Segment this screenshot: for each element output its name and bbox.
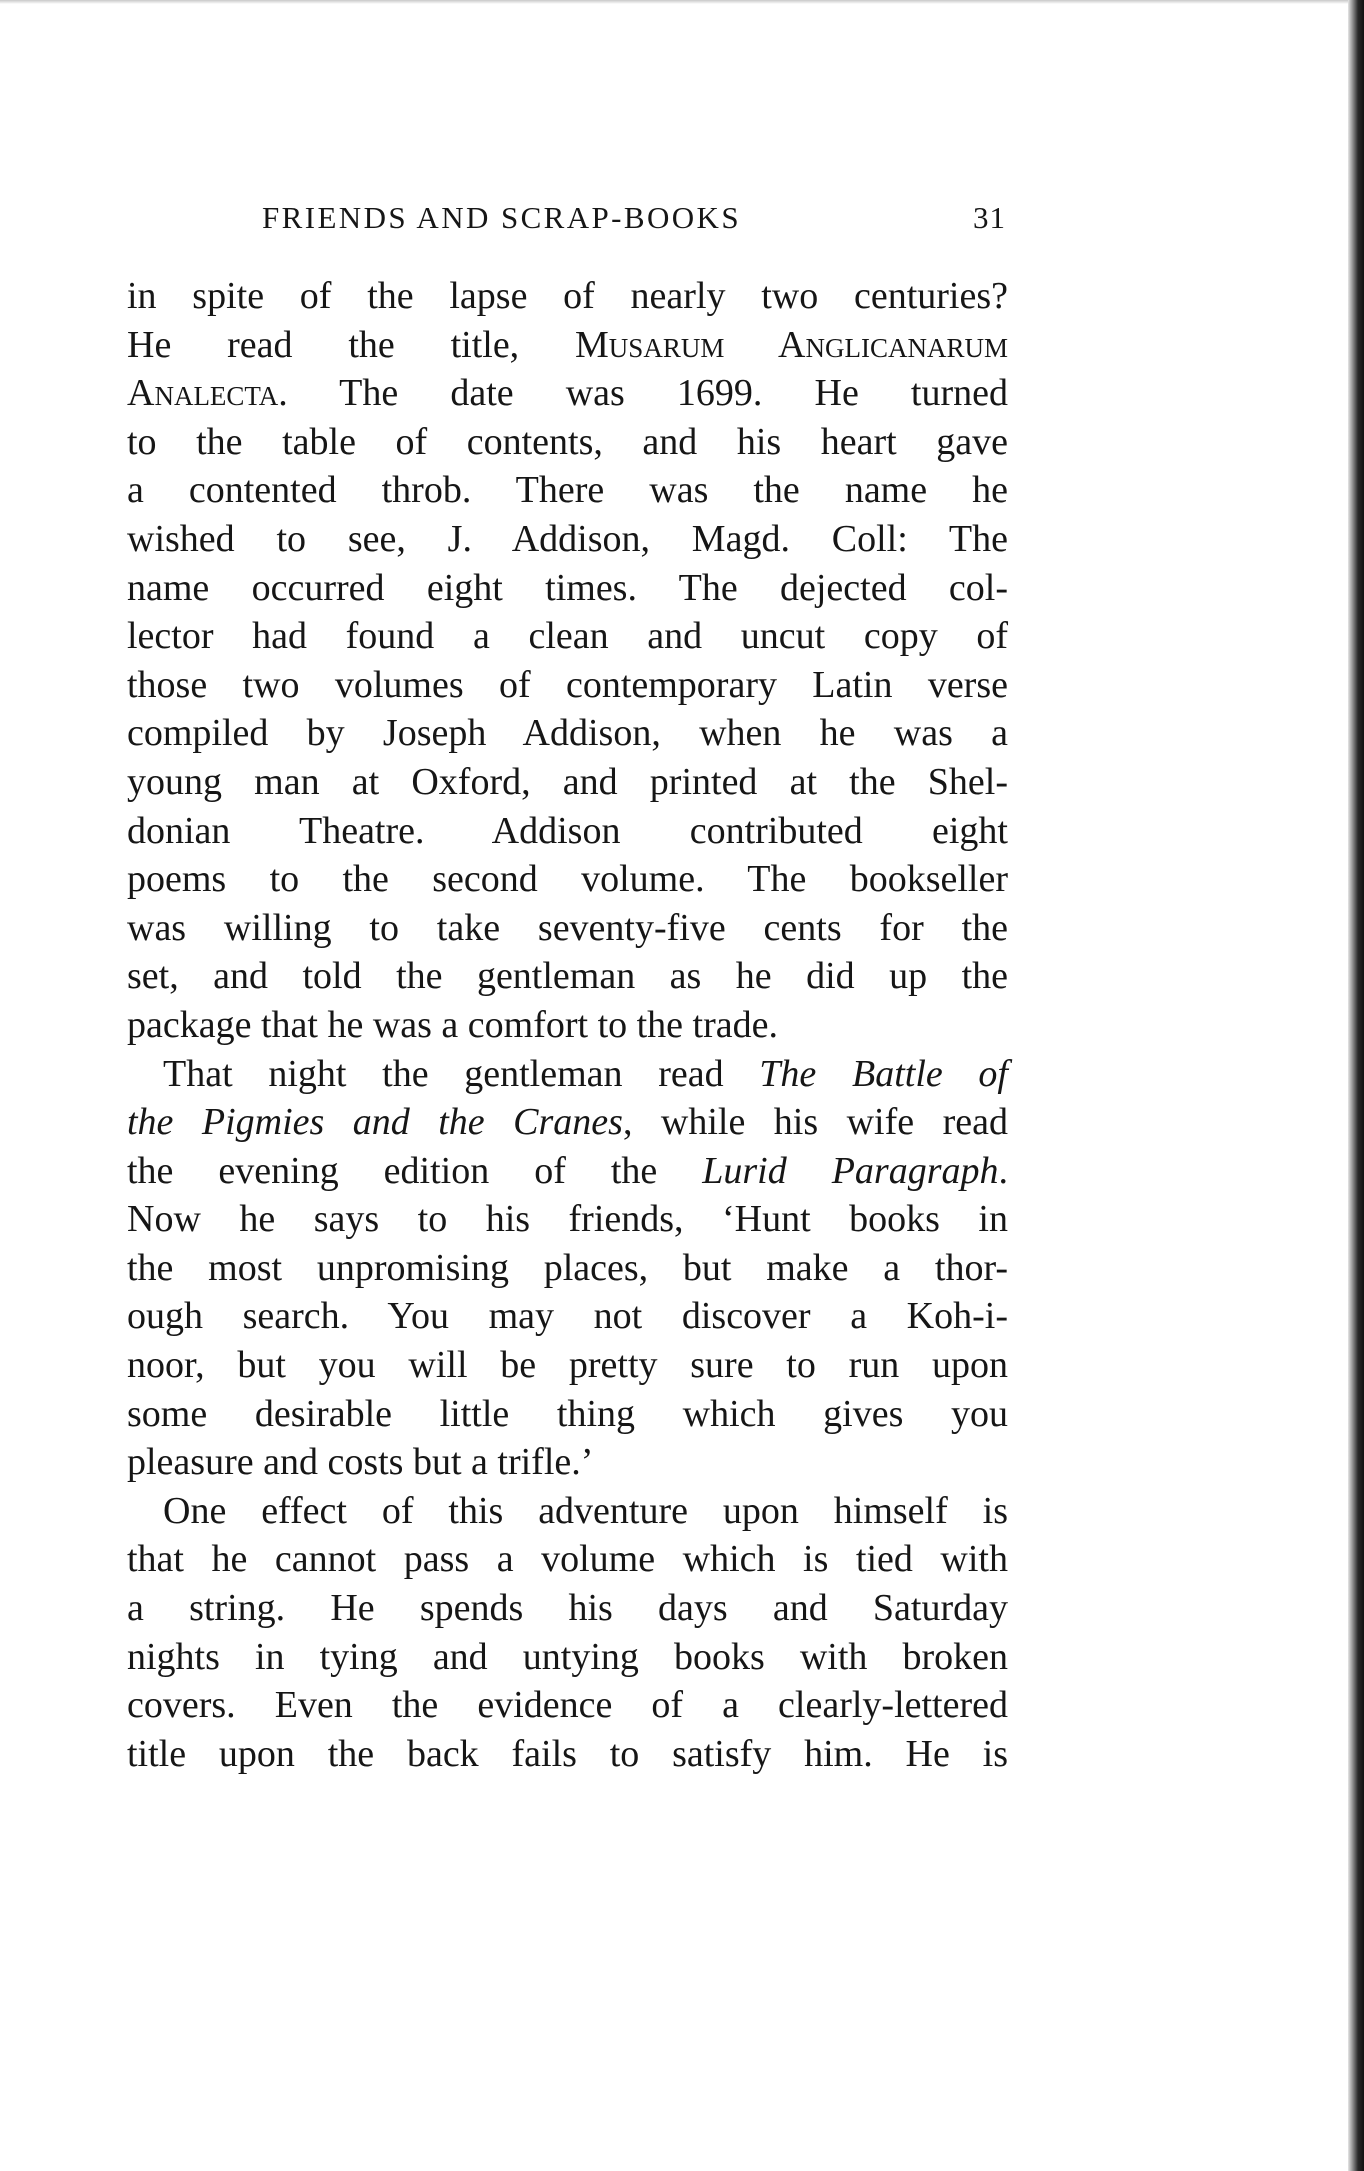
text-line: in spite of the lapse of nearly two centuries? — [127, 275, 1008, 317]
text-line: lector had found a clean and uncut copy of — [127, 615, 1008, 658]
text-line: poems to the second volume. The bookseller — [127, 858, 1008, 901]
text-line: the most unpromising places, but make a thor- — [127, 1246, 1008, 1289]
text-line: covers. Even the evidence of a clearly-lettered — [127, 1684, 1008, 1727]
text-line: some desirable little thing which gives you — [127, 1392, 1008, 1435]
text-line: wished to see, J. Addison, Magd. Coll: The — [127, 517, 1008, 560]
page-binding-edge — [1348, 0, 1364, 2171]
text-line: the evening edition of the Lurid Paragraph. — [127, 1149, 1008, 1192]
text-line: compiled by Joseph Addison, when he was a — [127, 712, 1008, 755]
page-header — [262, 200, 1006, 250]
text-line: donian Theatre. Addison contributed eight — [127, 809, 1008, 852]
body-text — [127, 272, 1008, 1778]
text-line: to the table of contents, and his heart gave — [127, 420, 1008, 463]
text-line: young man at Oxford, and printed at the Shel- — [127, 760, 1008, 803]
text-line: a string. He spends his days and Saturday — [127, 1587, 1008, 1630]
text-line: That night the gentleman read The Battle of — [163, 1052, 1008, 1095]
page-top-edge — [0, 0, 1364, 4]
text-line: noor, but you will be pretty sure to run upon — [127, 1344, 1008, 1387]
text-line: pleasure and costs but a trifle.’ — [127, 1441, 594, 1484]
text-line: was willing to take seventy-five cents for the — [127, 906, 1008, 949]
text-line: set, and told the gentleman as he did up the — [127, 955, 1008, 998]
page-number: 31 — [973, 200, 1006, 235]
text-line: that he cannot pass a volume which is tied with — [127, 1538, 1008, 1581]
text-line: Now he says to his friends, ‘Hunt books in — [127, 1198, 1008, 1241]
text-line: name occurred eight times. The dejected col- — [127, 566, 1008, 609]
text-line: a contented throb. There was the name he — [127, 469, 1008, 512]
text-line: package that he was a comfort to the trade. — [127, 1003, 778, 1046]
text-line: ough search. You may not discover a Koh-i- — [127, 1295, 1008, 1338]
text-line: title upon the back fails to satisfy him. He is — [127, 1732, 1008, 1775]
text-line: One effect of this adventure upon himself is — [163, 1489, 1008, 1532]
running-title: FRIENDS AND SCRAP-BOOKS — [262, 200, 741, 235]
text-line: the Pigmies and the Cranes, while his wife read — [127, 1101, 1008, 1144]
text-line: those two volumes of contemporary Latin verse — [127, 663, 1008, 706]
text-line: nights in tying and untying books with broken — [127, 1635, 1008, 1678]
text-line: He read the title, Musarum Anglicanarum — [127, 323, 1008, 366]
text-line: Analecta. The date was 1699. He turned — [127, 372, 1008, 415]
